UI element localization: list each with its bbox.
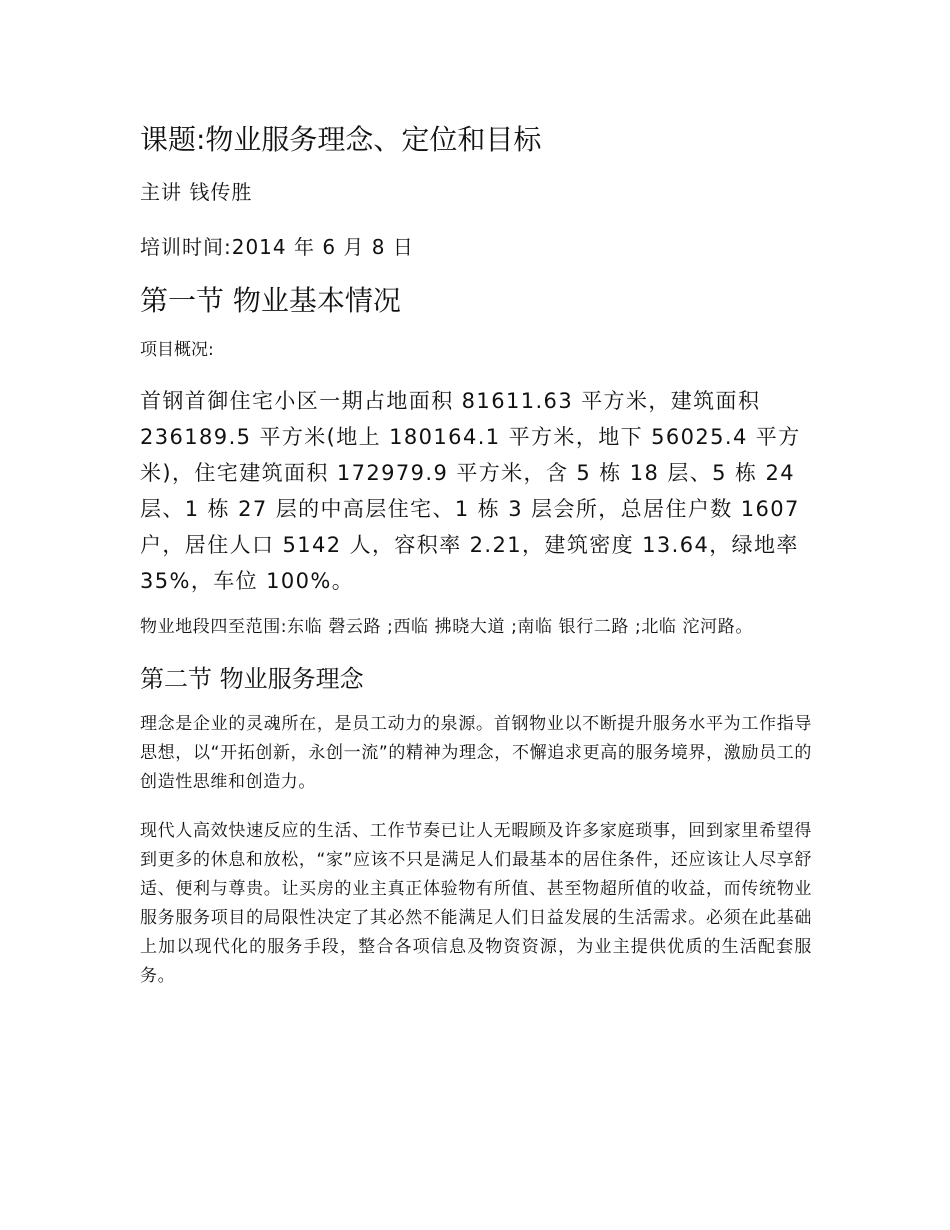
document-body xyxy=(140,120,812,1011)
service-concept-paragraph-1: 理念是企业的灵魂所在，是员工动力的泉源。首钢物业以不断提升服务水平为工作指导思想，以“开拓创新，永创一流”的精神为理念，不懈追求更高的服务境界，激励员工的创造性思维和创造力。 xyxy=(140,714,812,792)
section-2-heading: 第二节 物业服务理念 xyxy=(140,665,364,693)
project-overview-paragraph: 首钢首御住宅小区一期占地面积 81611.63 平方米，建筑面积 236189.5 平方米(地上 180164.1 平方米，地下 56025.4 平方米)，住宅建筑面积 172979.9 平方米，含 5 栋 18 层、5 栋 24 层、1 栋 27 层的中高层住宅、1 栋 3 层会所，总居住户数 1607 户，居住人口 5142 人，容积率 2.21，建筑密度 13.64，绿地率 35%，车位 100%。 xyxy=(140,389,801,593)
training-time-line: 培训时间:2014 年 6 月 8 日 xyxy=(140,235,414,259)
property-scope-paragraph: 物业地段四至范围:东临 磬云路 ;西临 拂晓大道 ;南临 银行二路 ;北临 沱河路。 xyxy=(140,617,753,637)
lecturer-line: 主讲 钱传胜 xyxy=(140,180,253,204)
section-1-heading: 第一节 物业基本情况 xyxy=(140,284,401,317)
project-overview-label: 项目概况: xyxy=(140,340,214,360)
document-title: 课题:物业服务理念、定位和目标 xyxy=(140,123,542,156)
service-concept-paragraph-2: 现代人高效快速反应的生活、工作节奏已让人无暇顾及许多家庭琐事，回到家里希望得到更多的休息和放松，“家”应该不只是满足人们最基本的居住条件，还应该让人尽享舒适、便利与尊贵。让买房的业主真正体验物有所值、甚至物超所值的收益，而传统物业服务服务项目的局限性决定了其必然不能满足人们日益发展的生活需求。必须在此基础上加以现代化的服务手段，整合各项信息及物资资源，为业主提供优质的生活配套服务。 xyxy=(140,821,812,986)
